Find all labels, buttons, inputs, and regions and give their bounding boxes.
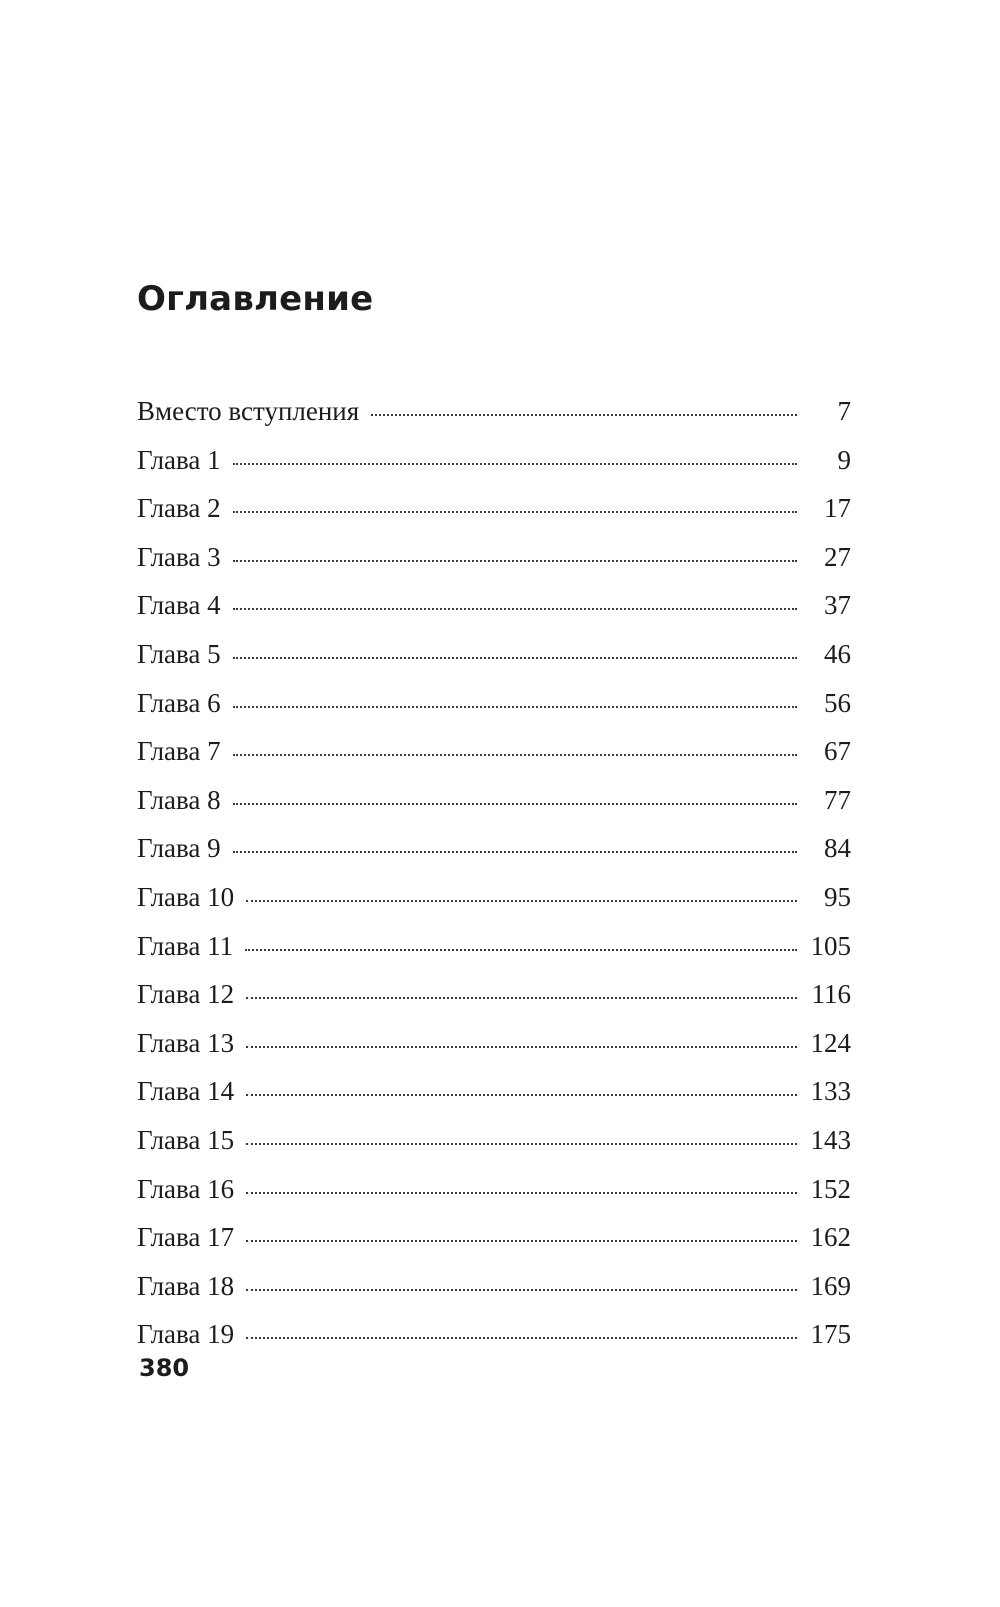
toc-entry-page: 95 [824,881,851,912]
toc-entry-title: Глава 3 [137,541,221,572]
toc-entry-page: 116 [811,979,851,1010]
toc-entry [137,1321,851,1370]
dot-leader [246,997,797,999]
toc-entry-title: Глава 8 [137,784,221,815]
toc-entry-page: 175 [810,1319,851,1350]
toc-entry [137,444,851,496]
toc-entry [137,1270,851,1322]
toc-entry-page: 17 [824,493,851,524]
toc-entry-title: Вместо вступления [137,396,360,426]
toc-entry [137,1224,851,1273]
toc-entry-page: 169 [810,1270,851,1301]
toc-entry-title: Глава 6 [137,687,221,718]
dot-leader [246,1240,797,1242]
toc-entry [137,835,851,884]
dot-leader [233,803,797,805]
toc-entry-page: 27 [824,541,851,572]
toc-entry-title: Глава 15 [137,1124,235,1155]
toc-entry [137,930,851,982]
dot-leader [246,1289,797,1291]
toc-entry-title: Глава 4 [137,590,221,621]
table-of-contents [137,398,851,1370]
dot-leader [233,560,797,562]
dot-leader [233,754,797,756]
dot-leader [233,706,797,708]
toc-entry-title: Глава 12 [137,979,235,1010]
toc-entry-page: 124 [810,1027,851,1058]
toc-entry [137,592,851,641]
toc-entry-page: 67 [824,736,851,767]
toc-entry-title: Глава 17 [137,1222,235,1253]
dot-leader [233,608,797,610]
toc-entry [137,1173,851,1225]
toc-entry-title: Глава 5 [137,638,221,669]
toc-entry-title: Глава 1 [137,444,221,475]
toc-entry [137,638,851,690]
toc-entry [137,881,851,933]
dot-leader [246,1094,797,1096]
toc-entry-title: Глава 13 [137,1027,235,1058]
dot-leader [246,1192,797,1194]
toc-entry-page: 143 [810,1124,851,1155]
toc-entry-page: 105 [810,930,851,961]
toc-entry [137,541,851,593]
toc-entry-title: Глава 14 [137,1076,235,1107]
toc-entry [137,1124,851,1176]
toc-entry-title: Глава 18 [137,1270,235,1301]
dot-leader [233,851,797,853]
toc-entry-page: 9 [837,444,851,475]
toc-entry-title: Глава 2 [137,493,221,524]
toc-entry [137,687,851,739]
toc-entry-page: 77 [824,784,851,815]
toc-entry-page: 162 [810,1222,851,1253]
dot-leader [245,949,797,951]
toc-heading: Оглавление [137,279,374,319]
dot-leader [246,1143,797,1145]
toc-entry-title: Глава 10 [137,881,235,912]
dot-leader [246,1337,797,1339]
toc-entry [137,1027,851,1079]
toc-entry-title: Глава 11 [137,930,234,961]
toc-entry [137,398,851,447]
dot-leader [233,511,797,513]
toc-entry-title: Глава 16 [137,1173,235,1204]
dot-leader [246,900,797,902]
toc-entry-page: 37 [824,590,851,621]
toc-entry [137,738,851,787]
toc-entry [137,495,851,544]
toc-entry-page: 46 [824,638,851,669]
toc-entry-page: 152 [810,1173,851,1204]
toc-entry-title: Глава 19 [137,1319,235,1350]
toc-entry-page: 84 [824,833,851,864]
dot-leader [233,463,797,465]
toc-entry-title: Глава 9 [137,833,221,864]
toc-entry-page: 7 [837,396,851,426]
toc-entry [137,981,851,1030]
dot-leader [246,1046,797,1048]
page-number: 380 [139,1354,190,1382]
toc-entry [137,784,851,836]
dot-leader [233,657,797,659]
toc-entry-title: Глава 7 [137,736,221,767]
toc-entry [137,1078,851,1127]
toc-entry-page: 56 [824,687,851,718]
toc-entry-page: 133 [810,1076,851,1107]
dot-leader [371,414,797,416]
